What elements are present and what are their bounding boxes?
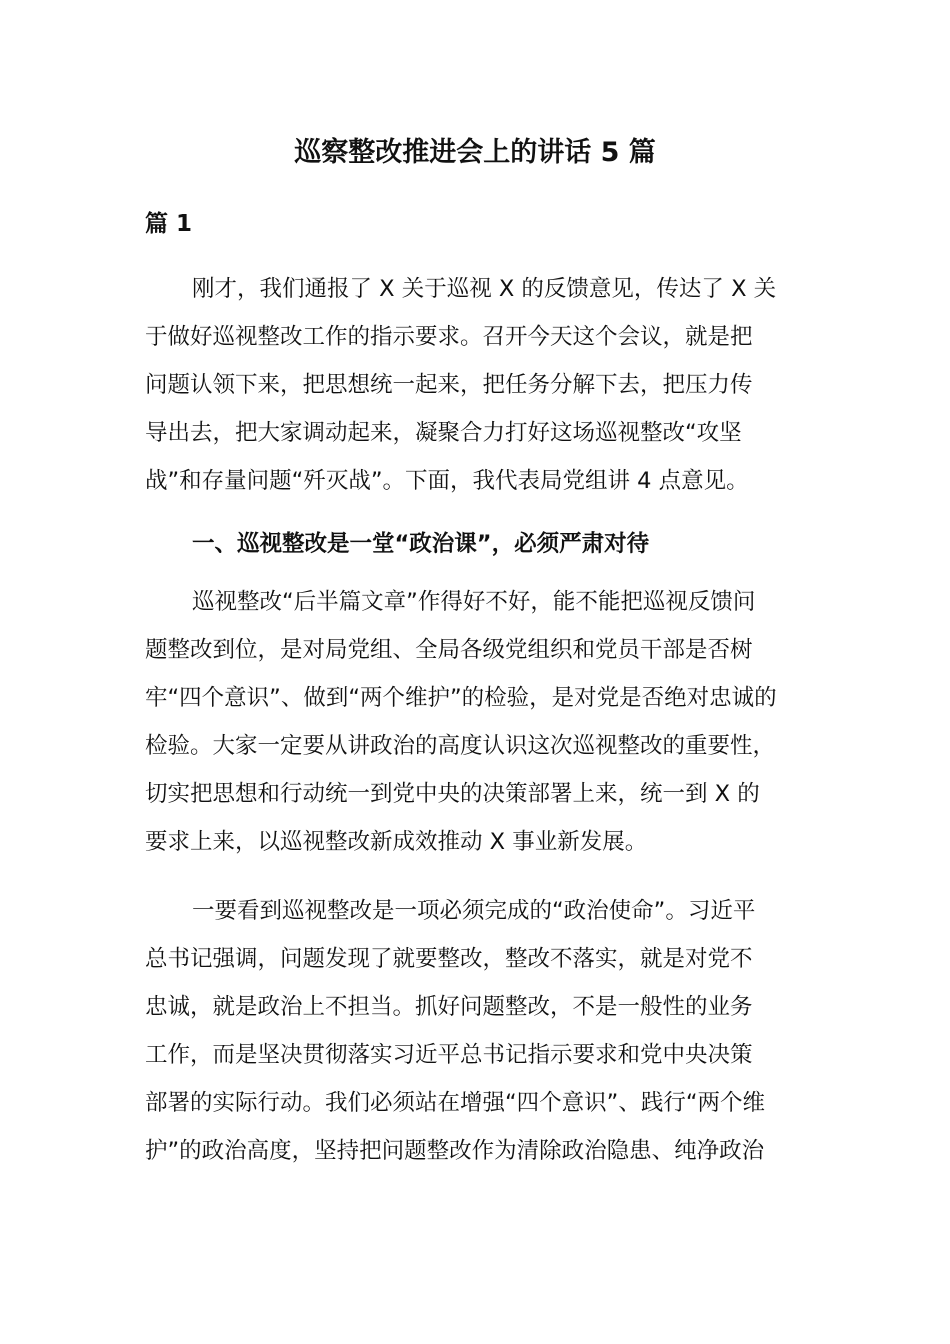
paragraph-2 [145,578,805,866]
paragraph-line: 题整改到位，是对局党组、全局各级党组织和党员干部是否树 [145,637,753,663]
paragraph-line: 导出去，把大家调动起来，凝聚合力打好这场巡视整改“攻坚 [145,420,742,446]
section-heading-1: 一、巡视整改是一堂“政治课”，必须严肃对待 [192,531,650,557]
paragraph-line: 忠诚，就是政治上不担当。抓好问题整改，不是一般性的业务 [145,994,753,1020]
paragraph-line: 工作，而是坚决贯彻落实习近平总书记指示要求和党中央决策 [145,1042,753,1068]
paragraph-line: 要求上来，以巡视整改新成效推动 X 事业新发展。 [145,829,648,855]
paragraph-line: 问题认领下来，把思想统一起来，把任务分解下去，把压力传 [145,372,753,398]
paragraph-line: 部署的实际行动。我们必须站在增强“四个意识”、践行“两个维 [145,1090,765,1116]
paragraph-line: 护”的政治高度，坚持把问题整改作为清除政治隐患、纯净政治 [145,1138,765,1164]
document-title: 巡察整改推进会上的讲话 5 篇 [294,137,656,168]
paragraph-1 [145,265,805,505]
paragraph-line: 战”和存量问题“歼灭战”。下面，我代表局党组讲 4 点意见。 [145,468,749,494]
paragraph-line: 切实把思想和行动统一到党中央的决策部署上来，统一到 X 的 [145,781,760,807]
paragraph-line: 巡视整改“后半篇文章”作得好不好，能不能把巡视反馈问 [192,589,756,615]
paragraph-line: 检验。大家一定要从讲政治的高度认识这次巡视整改的重要性， [145,733,776,759]
paragraph-line: 一要看到巡视整改是一项必须完成的“政治使命”。习近平 [192,898,756,924]
paragraph-line: 牢“四个意识”、做到“两个维护”的检验，是对党是否绝对忠诚的 [145,685,777,711]
paragraph-line: 刚才，我们通报了 X 关于巡视 X 的反馈意见，传达了 X 关 [192,276,777,302]
paragraph-line: 总书记强调，问题发现了就要整改，整改不落实，就是对党不 [145,946,753,972]
section-label: 篇 1 [145,211,193,237]
paragraph-line: 于做好巡视整改工作的指示要求。召开今天这个会议，就是把 [145,324,753,350]
paragraph-3 [145,887,805,1175]
